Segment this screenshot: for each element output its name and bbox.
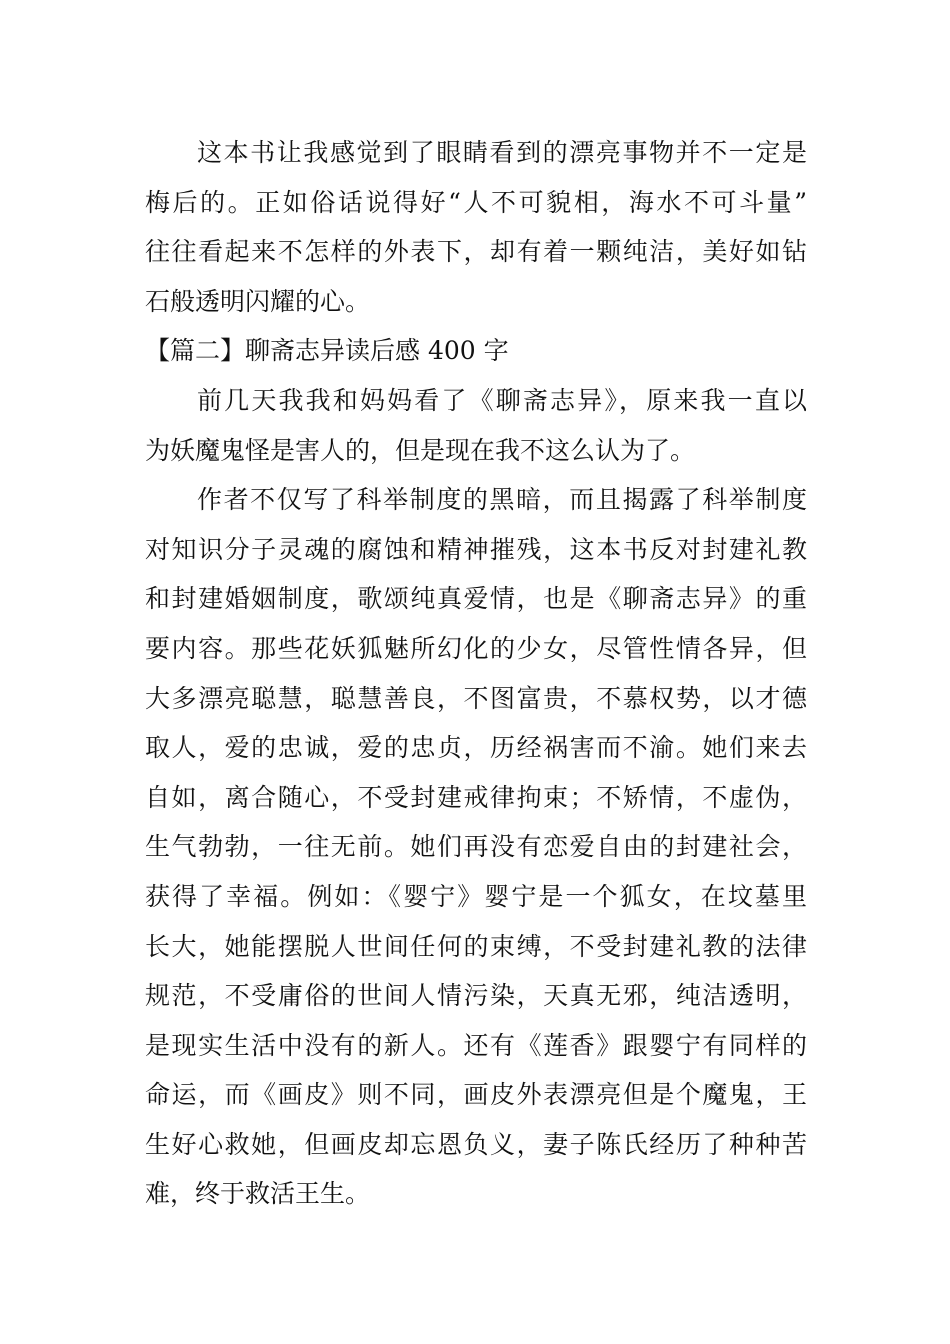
paragraph-line: 前几天我我和妈妈看了《聊斋志异》，原来我一直以 — [197, 385, 807, 415]
paragraph-line: 大多漂亮聪慧，聪慧善良，不图富贵，不慕权势，以才德 — [145, 683, 807, 713]
paragraph-line: 和封建婚姻制度，歌颂纯真爱情，也是《聊斋志异》的重 — [145, 584, 807, 614]
paragraph-line: 获得了幸福。例如：《婴宁》婴宁是一个狐女，在坟墓里 — [145, 881, 807, 911]
paragraph-line: 往往看起来不怎样的外表下，却有着一颗纯洁，美好如钻 — [145, 237, 807, 267]
section-heading: 【篇二】聊斋志异读后感 400 字 — [145, 336, 509, 366]
paragraph-line: 生好心救她，但画皮却忘恩负义，妻子陈氏经历了种种苦 — [145, 1129, 807, 1159]
paragraph-line: 石般透明闪耀的心。 — [145, 286, 371, 316]
paragraph-line: 要内容。那些花妖狐魅所幻化的少女，尽管性情各异，但 — [145, 633, 807, 663]
document-body — [145, 128, 807, 1219]
paragraph-line: 这本书让我感觉到了眼睛看到的漂亮事物并不一定是 — [197, 138, 807, 167]
paragraph-line: 自如，离合随心，不受封建戒律拘束；不矫情，不虚伪， — [145, 782, 807, 812]
paragraph-line: 取人，爱的忠诚，爱的忠贞，历经祸害而不渝。她们来去 — [145, 733, 807, 763]
paragraph-line: 长大，她能摆脱人世间任何的束缚，不受封建礼教的法律 — [145, 931, 807, 961]
paragraph-line: 为妖魔鬼怪是害人的，但是现在我不这么认为了。 — [145, 435, 696, 465]
paragraph-line: 规范，不受庸俗的世间人情污染，天真无邪，纯洁透明， — [145, 981, 807, 1011]
paragraph-line: 生气勃勃，一往无前。她们再没有恋爱自由的封建社会， — [145, 832, 807, 862]
paragraph-line: 作者不仅写了科举制度的黑暗，而且揭露了科举制度 — [197, 485, 807, 515]
paragraph-line: 是现实生活中没有的新人。还有《莲香》跟婴宁有同样的 — [145, 1030, 807, 1060]
paragraph-line: 对知识分子灵魂的腐蚀和精神摧残，这本书反对封建礼教 — [145, 534, 807, 564]
paragraph-line: 梅后的。正如俗话说得好“人不可貌相，海水不可斗量” — [145, 187, 807, 217]
paragraph-line: 命运，而《画皮》则不同，画皮外表漂亮但是个魔鬼，王 — [145, 1080, 807, 1110]
paragraph-line: 难，终于救活王生。 — [145, 1179, 371, 1209]
